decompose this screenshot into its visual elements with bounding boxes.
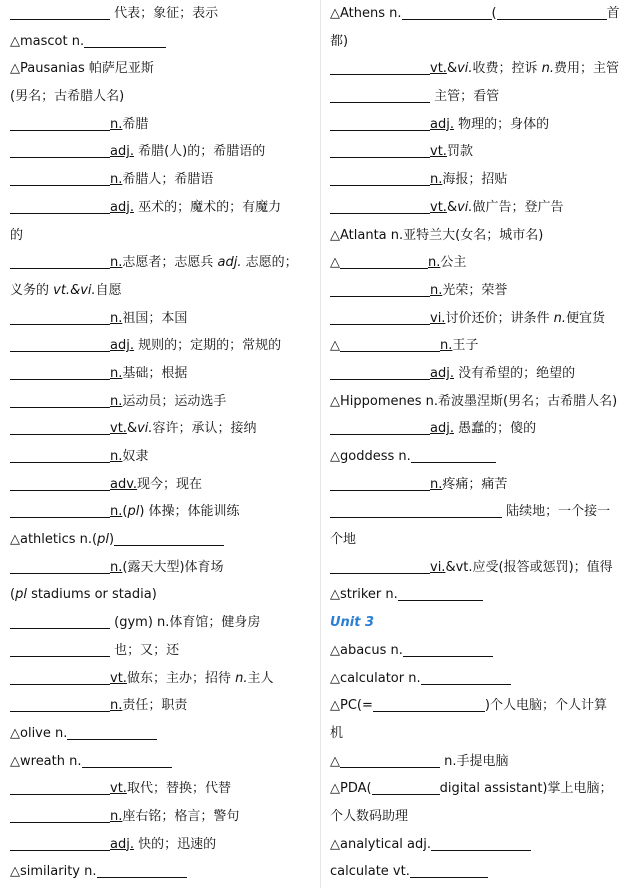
- vocab-line: [10, 775, 312, 803]
- part-of-speech: vi.: [430, 310, 446, 326]
- definition-text: (: [122, 504, 128, 520]
- vocab-line: [10, 554, 312, 582]
- answer-blank: [402, 3, 492, 20]
- part-of-speech-italic: pl: [127, 504, 140, 520]
- definition-text: &vt.应受(报答或惩罚)；值得: [445, 559, 613, 575]
- definition-text: 巫术的；魔术的；有魔力: [133, 199, 282, 215]
- part-of-speech: adj.: [110, 199, 134, 215]
- answer-blank: [10, 169, 110, 186]
- vocab-line: [330, 138, 630, 166]
- part-of-speech-italic: vi.: [457, 199, 473, 215]
- answer-blank: [114, 529, 224, 546]
- definition-text: &: [446, 61, 458, 77]
- vocab-line: [330, 858, 630, 886]
- answer-blank: [330, 169, 430, 186]
- part-of-speech: vt.: [430, 199, 447, 215]
- vocab-line: [330, 581, 630, 609]
- definition-text: 机: [330, 725, 344, 741]
- part-of-speech: adj.: [430, 421, 454, 437]
- vocab-line: [330, 803, 630, 831]
- vocab-line: [10, 388, 312, 416]
- vocab-line: [10, 665, 312, 693]
- vocab-line: [10, 803, 312, 831]
- vocab-line: [330, 305, 630, 333]
- part-of-speech: adj.: [110, 836, 134, 852]
- definition-text: digital assistant)掌上电脑；: [439, 781, 613, 797]
- part-of-speech: n.: [110, 172, 123, 188]
- part-of-speech-italic: n.: [553, 310, 566, 326]
- answer-blank: [10, 3, 110, 20]
- definition-text: 物理的；身体的: [453, 116, 550, 132]
- unit-heading: Unit 3: [330, 615, 375, 631]
- answer-blank: [10, 695, 110, 712]
- definition-text: 疼痛；痛苦: [442, 476, 508, 492]
- answer-blank: [10, 640, 110, 657]
- vocab-line: [330, 692, 630, 720]
- definition-text: (: [10, 587, 16, 603]
- part-of-speech: vt.: [110, 421, 127, 437]
- part-of-speech: n.: [110, 698, 123, 714]
- answer-blank: [10, 418, 110, 435]
- vocab-line: [10, 332, 312, 360]
- answer-blank: [398, 584, 483, 601]
- answer-blank: [10, 308, 110, 325]
- answer-blank: [497, 3, 607, 20]
- answer-blank: [372, 778, 440, 795]
- definition-text: &: [126, 421, 138, 437]
- answer-blank: [330, 363, 430, 380]
- vocab-line: [330, 720, 630, 748]
- definition-text: △calculator n.: [330, 670, 421, 686]
- vocab-line: [10, 471, 312, 499]
- part-of-speech-italic: pl: [15, 587, 27, 603]
- answer-blank: [10, 141, 110, 158]
- answer-blank: [10, 501, 110, 518]
- definition-text: △athletics n.(: [10, 532, 98, 548]
- answer-blank: [10, 335, 110, 352]
- answer-blank: [330, 58, 430, 75]
- definition-text: 主人: [247, 670, 274, 686]
- definition-text: △goddess n.: [330, 449, 411, 464]
- definition-text: 的: [10, 227, 24, 243]
- answer-blank: [67, 723, 157, 740]
- definition-text: n.手提电脑: [440, 753, 509, 769]
- part-of-speech: n.: [430, 476, 443, 492]
- vocab-line: [330, 665, 630, 693]
- part-of-speech: n.: [110, 504, 123, 520]
- part-of-speech: n.: [110, 449, 123, 464]
- definition-text: △PC(=: [330, 698, 373, 714]
- vocab-line: [10, 720, 312, 748]
- definition-text: △: [330, 753, 340, 769]
- vocab-line: [330, 498, 630, 526]
- answer-blank: [10, 557, 110, 574]
- vocab-line: [330, 83, 630, 111]
- part-of-speech: n.: [430, 282, 443, 298]
- definition-text: 义务的: [10, 282, 54, 298]
- vocab-line: [330, 55, 630, 83]
- part-of-speech-italic: vt.&vi.: [53, 282, 96, 298]
- definition-text: 愚蠢的；傻的: [453, 421, 537, 437]
- definition-text: 现今；现在: [137, 476, 203, 492]
- part-of-speech-italic: vi.: [137, 421, 153, 437]
- answer-blank: [330, 501, 502, 518]
- part-of-speech: vt.: [110, 670, 127, 686]
- definition-text: △similarity n.: [10, 864, 97, 880]
- definition-text: (: [491, 6, 497, 21]
- vocab-line: [10, 692, 312, 720]
- definition-text: 运动员；运动选手: [122, 393, 227, 409]
- definition-text: 自愿: [95, 282, 122, 298]
- part-of-speech: n.: [110, 808, 123, 824]
- answer-blank: [10, 197, 110, 214]
- definition-text: 罚款: [446, 144, 473, 160]
- vocab-line: [10, 166, 312, 194]
- vocab-line: [330, 775, 630, 803]
- definition-text: 没有希望的；绝望的: [453, 365, 576, 381]
- definition-text: 王子: [452, 338, 479, 354]
- definition-text: 主管；看管: [430, 89, 500, 105]
- answer-blank: [340, 751, 440, 768]
- answer-blank: [403, 640, 493, 657]
- part-of-speech: adj.: [110, 144, 134, 160]
- definition-text: △Athens n.: [330, 6, 402, 21]
- definition-text: 也；又；还: [110, 642, 180, 658]
- definition-text: 祖国；本国: [122, 310, 188, 326]
- vocab-line: [330, 554, 630, 582]
- vocab-line: [330, 249, 630, 277]
- answer-blank: [330, 474, 430, 491]
- definition-text: 公主: [440, 255, 467, 271]
- vocab-line: [10, 83, 312, 111]
- definition-text: (男名；古希腊人名): [10, 89, 125, 105]
- answer-blank: [10, 252, 110, 269]
- definition-text: 希腊(人)的；希腊语的: [133, 144, 266, 160]
- vocab-line: [330, 360, 630, 388]
- vocab-line: [330, 388, 630, 416]
- definition-text: 做东；主办；招待: [126, 670, 236, 686]
- definition-text: 志愿的；: [241, 255, 298, 271]
- part-of-speech: vt.: [430, 144, 447, 160]
- part-of-speech: vt.: [430, 61, 447, 77]
- vocab-line: [10, 138, 312, 166]
- part-of-speech: adv.: [110, 476, 138, 492]
- answer-blank: [330, 141, 430, 158]
- vocab-line: [330, 332, 630, 360]
- vocab-line: [10, 415, 312, 443]
- answer-blank: [10, 474, 110, 491]
- definition-text: (露天大型)体育场: [122, 559, 224, 575]
- definition-text: △abacus n.: [330, 642, 403, 658]
- definition-text: 都): [330, 33, 349, 49]
- answer-blank: [10, 446, 110, 463]
- definition-text: △striker n.: [330, 587, 398, 603]
- part-of-speech-italic: n.: [541, 61, 555, 77]
- definition-text: stadiums or stadia): [26, 587, 157, 603]
- definition-text: 基础；根据: [122, 365, 188, 381]
- answer-blank: [97, 861, 187, 878]
- vocab-line: [330, 28, 630, 56]
- vocab-line: [10, 222, 312, 250]
- definition-text: 代表；象征；表示: [110, 6, 219, 21]
- vocab-line: [330, 277, 630, 305]
- definition-text: 志愿者；志愿兵: [122, 255, 218, 271]
- vocab-line: [330, 166, 630, 194]
- vocab-line: [10, 581, 312, 609]
- definition-text: 讨价还价；讲条件: [445, 310, 554, 326]
- answer-blank: [340, 252, 428, 269]
- vocab-line: [10, 249, 312, 277]
- vocab-line: [10, 831, 312, 859]
- vocab-line: [330, 609, 630, 637]
- part-of-speech: n.: [110, 559, 123, 575]
- definition-text: (gym) n.体育馆；健身房: [110, 615, 261, 631]
- part-of-speech-italic: pl: [97, 532, 109, 548]
- answer-blank: [330, 557, 430, 574]
- definition-text: 做广告；登广告: [472, 199, 564, 215]
- definition-text: 收费；控诉: [472, 61, 542, 77]
- definition-text: 规则的；定期的；常规的: [133, 338, 282, 354]
- definition-text: 希腊人；希腊语: [122, 172, 214, 188]
- part-of-speech: n.: [110, 365, 123, 381]
- definition-text: △: [330, 255, 340, 271]
- answer-blank: [340, 335, 440, 352]
- answer-blank: [330, 86, 430, 103]
- vocab-line: [10, 526, 312, 554]
- definition-text: 取代；替换；代替: [126, 781, 231, 797]
- definition-text: △PDA(: [330, 781, 372, 797]
- vocab-line: [10, 609, 312, 637]
- part-of-speech: n.: [110, 116, 123, 132]
- definition-text: 容许；承认；接纳: [152, 421, 257, 437]
- answer-blank: [84, 31, 166, 48]
- answer-blank: [10, 612, 110, 629]
- vocab-line: [330, 222, 630, 250]
- definition-text: calculate vt.: [330, 864, 410, 880]
- answer-blank: [10, 668, 110, 685]
- answer-blank: [411, 446, 496, 463]
- vocab-line: [10, 305, 312, 333]
- definition-text: ) 体操；体能训练: [139, 504, 240, 520]
- answer-blank: [10, 834, 110, 851]
- answer-blank: [330, 197, 430, 214]
- right-column: [330, 0, 630, 886]
- definition-text: 费用；主管: [554, 61, 620, 77]
- part-of-speech-italic: n.: [235, 670, 248, 686]
- answer-blank: [10, 391, 110, 408]
- vocab-line: [10, 360, 312, 388]
- vocab-line: [10, 0, 312, 28]
- definition-text: 首: [606, 6, 620, 21]
- vocab-line: [330, 831, 630, 859]
- answer-blank: [410, 861, 488, 878]
- vocab-line: [330, 526, 630, 554]
- part-of-speech: vi.: [430, 559, 446, 575]
- definition-text: 座右铭；格言；警句: [122, 808, 240, 824]
- column-divider: [320, 0, 321, 888]
- vocab-line: [10, 748, 312, 776]
- answer-blank: [10, 778, 110, 795]
- definition-text: 快的；迅速的: [133, 836, 217, 852]
- definition-text: 光荣；荣誉: [442, 282, 508, 298]
- part-of-speech-italic: adj.: [217, 255, 242, 271]
- definition-text: 个地: [330, 532, 357, 548]
- part-of-speech: n.: [110, 255, 123, 271]
- vocab-line: [10, 443, 312, 471]
- definition-text: 责任；职责: [122, 698, 188, 714]
- definition-text: ): [109, 532, 115, 548]
- definition-text: △Pausanias 帕萨尼亚斯: [10, 61, 154, 77]
- part-of-speech: n.: [440, 338, 453, 354]
- vocab-line: [10, 637, 312, 665]
- vocab-line: [10, 858, 312, 886]
- definition-text: △mascot n.: [10, 33, 85, 49]
- definition-text: △analytical adj.: [330, 836, 432, 852]
- definition-text: 海报；招贴: [442, 172, 508, 188]
- answer-blank: [10, 363, 110, 380]
- definition-text: △: [330, 338, 340, 354]
- vocab-line: [10, 498, 312, 526]
- part-of-speech: n.: [428, 255, 441, 271]
- part-of-speech: n.: [110, 310, 123, 326]
- answer-blank: [373, 695, 485, 712]
- answer-blank: [431, 834, 531, 851]
- part-of-speech: adj.: [430, 116, 454, 132]
- vocab-line: [10, 194, 312, 222]
- vocab-line: [10, 111, 312, 139]
- vocab-line: [330, 471, 630, 499]
- definition-text: △Atlanta n.亚特兰大(女名；城市名): [330, 227, 544, 243]
- vocab-line: [330, 443, 630, 471]
- definition-text: 希腊: [122, 116, 149, 132]
- definition-text: )个人电脑；个人计算: [484, 698, 607, 714]
- definition-text: 陆续地；一个接一: [502, 504, 611, 520]
- vocab-line: [330, 0, 630, 28]
- definition-text: 便宜货: [565, 310, 605, 326]
- answer-blank: [82, 751, 172, 768]
- left-column: [10, 0, 312, 886]
- vocab-line: [10, 28, 312, 56]
- definition-text: △wreath n.: [10, 753, 82, 769]
- vocab-line: [330, 637, 630, 665]
- vocab-line: [330, 748, 630, 776]
- vocab-line: [10, 55, 312, 83]
- answer-blank: [330, 308, 430, 325]
- definition-text: &: [446, 199, 458, 215]
- answer-blank: [330, 280, 430, 297]
- vocab-line: [10, 277, 312, 305]
- definition-text: 奴隶: [122, 449, 149, 464]
- vocab-line: [330, 415, 630, 443]
- answer-blank: [10, 806, 110, 823]
- part-of-speech: n.: [110, 393, 123, 409]
- vocab-line: [330, 111, 630, 139]
- answer-blank: [421, 668, 511, 685]
- part-of-speech: n.: [430, 172, 443, 188]
- definition-text: 个人数码助理: [330, 808, 409, 824]
- definition-text: △Hippomenes n.希波墨涅斯(男名；古希腊人名): [330, 393, 618, 409]
- vocab-line: [330, 194, 630, 222]
- answer-blank: [330, 418, 430, 435]
- answer-blank: [10, 114, 110, 131]
- part-of-speech-italic: vi.: [457, 61, 473, 77]
- answer-blank: [330, 114, 430, 131]
- part-of-speech: adj.: [430, 365, 454, 381]
- part-of-speech: vt.: [110, 781, 127, 797]
- part-of-speech: adj.: [110, 338, 134, 354]
- definition-text: △olive n.: [10, 725, 68, 741]
